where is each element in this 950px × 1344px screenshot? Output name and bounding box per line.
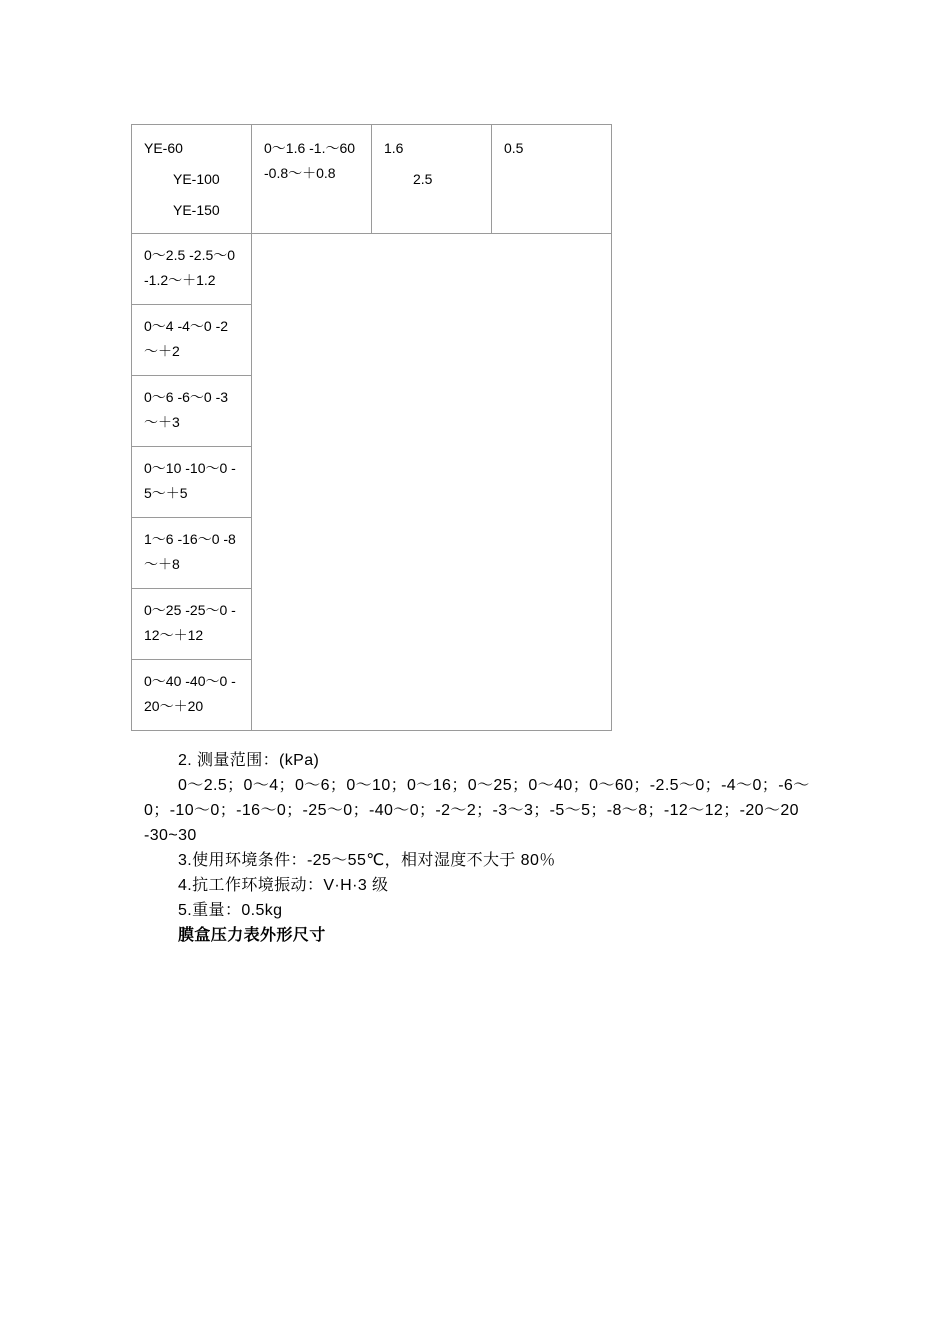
range-row-cell [132,589,252,660]
spec-list [144,748,814,948]
range-row-text: 0～4 -4～0 -2～＋2 [144,318,229,359]
range-row-text: 0～40 -40～0 -20～＋20 [144,673,236,714]
range-cell [252,125,372,234]
model-text: YE-100 [173,171,220,187]
range-row-cell [132,660,252,731]
accuracy-text: 1.6 [384,140,404,156]
accuracy-cell [372,125,492,234]
spec-item-environment: 3.使用环境条件：-25～55℃，相对湿度不大于 80％ [178,852,556,869]
spec-item-range-label: 2. 测量范围：(kPa) [178,752,320,769]
range-text: -0.8～＋0.8 [264,165,336,181]
range-row-text: 0～10 -10～0 -5～＋5 [144,460,236,501]
table-header-row [132,125,612,234]
range-row-text: 0～6 -6～0 -3～＋3 [144,389,229,430]
range-text: 0～1.6 -1.～60 [264,140,356,156]
range-row-cell [132,447,252,518]
accuracy-text: 2.5 [413,171,433,187]
range-row-cell [132,305,252,376]
model-text: YE-60 [144,140,183,156]
spec-item-weight: 5.重量：0.5kg [178,902,283,919]
range-row-cell [132,376,252,447]
range-row-text: 1～6 -16～0 -8～＋8 [144,531,236,572]
value-text: 0.5 [504,140,524,156]
spec-item-vibration: 4.抗工作环境振动：V·H·3 级 [178,877,389,894]
range-row-cell [132,234,252,305]
empty-merged-cell [252,234,612,731]
spec-table [131,124,612,731]
models-cell [132,125,252,234]
range-row-text: 0～25 -25～0 -12～＋12 [144,602,236,643]
table-row [132,234,612,305]
range-row-cell [132,518,252,589]
range-row-text: 0～2.5 -2.5～0 -1.2～＋1.2 [144,247,236,288]
model-text: YE-150 [173,202,220,218]
value-cell [492,125,612,234]
section-heading: 膜盒压力表外形尺寸 [178,927,326,944]
spec-item-range-values: 0～2.5；0～4；0～6；0～10；0～16；0～25；0～40；0～60；-2.5～0；-4～0；-6～0；-10～0；-16～0；-25～0；-40～0；-2～2；-3～3；-5～5；-8～8；-12～12；-20～20 -30~30 [144,777,810,844]
